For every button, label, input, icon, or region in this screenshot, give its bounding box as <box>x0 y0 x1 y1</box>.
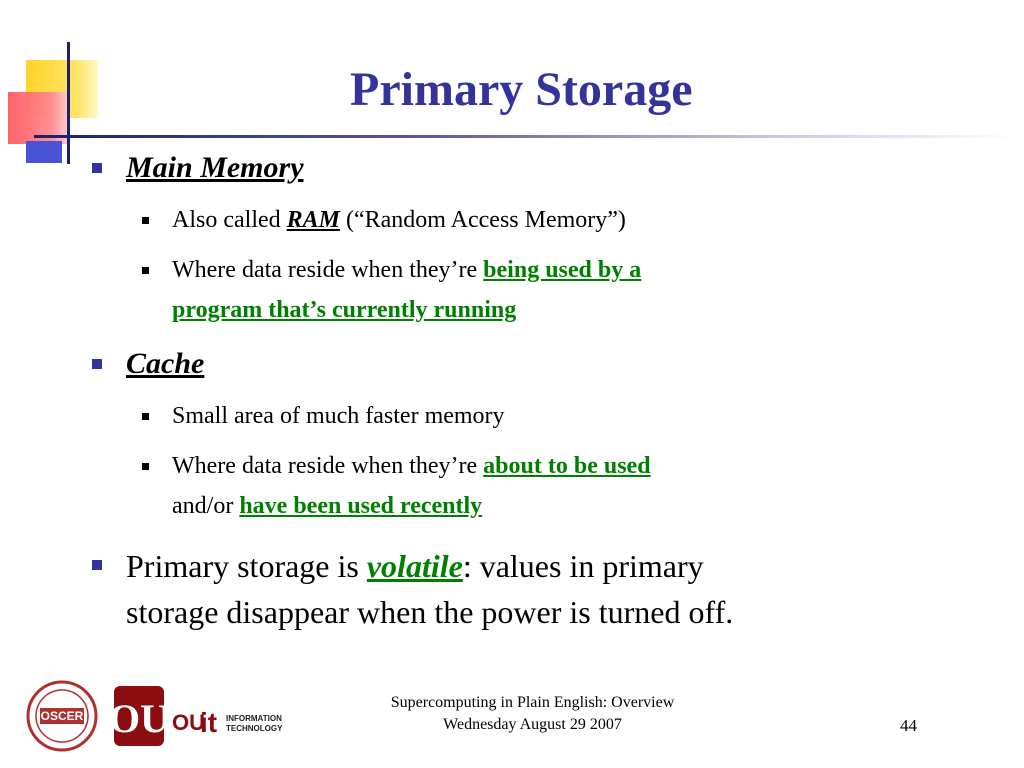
svg-text:TECHNOLOGY: TECHNOLOGY <box>226 724 283 733</box>
text-ram-prefix: Also called <box>172 207 287 233</box>
footer-caption <box>330 692 735 736</box>
bullet-main-memory <box>126 148 304 188</box>
text-and-or: and/or <box>172 493 240 519</box>
bullet-cache <box>126 344 204 384</box>
bullet-marker <box>92 560 102 570</box>
sub-bullet-marker <box>142 217 149 224</box>
text-mm-where-prefix: Where data reside when they’re <box>172 257 484 283</box>
sub-bullet-cache-where <box>172 446 651 526</box>
highlight-program-running: program that’s currently running <box>172 297 517 323</box>
highlight-about-to-be-used: about to be used <box>483 453 651 479</box>
svg-text:INFORMATION: INFORMATION <box>226 714 282 723</box>
svg-text:it: it <box>200 707 218 738</box>
footer-logos <box>22 680 292 752</box>
text-volatile-suffix: : values in primary <box>462 548 704 584</box>
page-number: 44 <box>900 716 917 735</box>
ram-term: RAM <box>286 207 340 233</box>
text-cache-where-prefix: Where data reside when they’re <box>172 453 484 479</box>
bullet-marker <box>92 163 102 173</box>
sub-bullet-cache-small <box>172 396 505 436</box>
highlight-used-recently: have been used recently <box>239 493 483 519</box>
sub-bullet-mm-where <box>172 250 641 330</box>
footer-line-2: Wednesday August 29 2007 <box>443 716 622 733</box>
sub-bullet-marker <box>142 463 149 470</box>
bullet-label: Main Memory <box>126 151 304 184</box>
svg-text:OU: OU <box>109 696 169 741</box>
highlight-being-used: being used by a <box>483 257 642 283</box>
sub-bullet-ram <box>172 200 626 240</box>
bullet-volatile <box>126 543 733 635</box>
bullet-label: Cache <box>126 347 205 380</box>
ou-it-information-technology-logo <box>172 707 288 738</box>
sub-bullet-marker <box>142 413 149 420</box>
sub-bullet-marker <box>142 267 149 274</box>
svg-text:OSCER: OSCER <box>40 709 84 723</box>
bullet-marker <box>92 359 102 369</box>
slide-title: Primary Storage <box>350 63 693 116</box>
highlight-volatile: volatile <box>366 548 463 584</box>
ou-logo <box>109 686 169 746</box>
footer-line-1: Supercomputing in Plain English: Overview <box>390 694 675 711</box>
text-ram-suffix: (“Random Access Memory”) <box>340 207 626 233</box>
text-volatile-prefix: Primary storage is <box>126 548 367 584</box>
oscer-seal-logo <box>28 682 96 750</box>
title-underline <box>34 135 1014 138</box>
svg-text:OU: OU <box>172 710 205 735</box>
text-cache-small: Small area of much faster memory <box>172 403 505 429</box>
text-volatile-line2: storage disappear when the power is turned off. <box>126 594 734 630</box>
decor-blue-square <box>26 141 62 163</box>
